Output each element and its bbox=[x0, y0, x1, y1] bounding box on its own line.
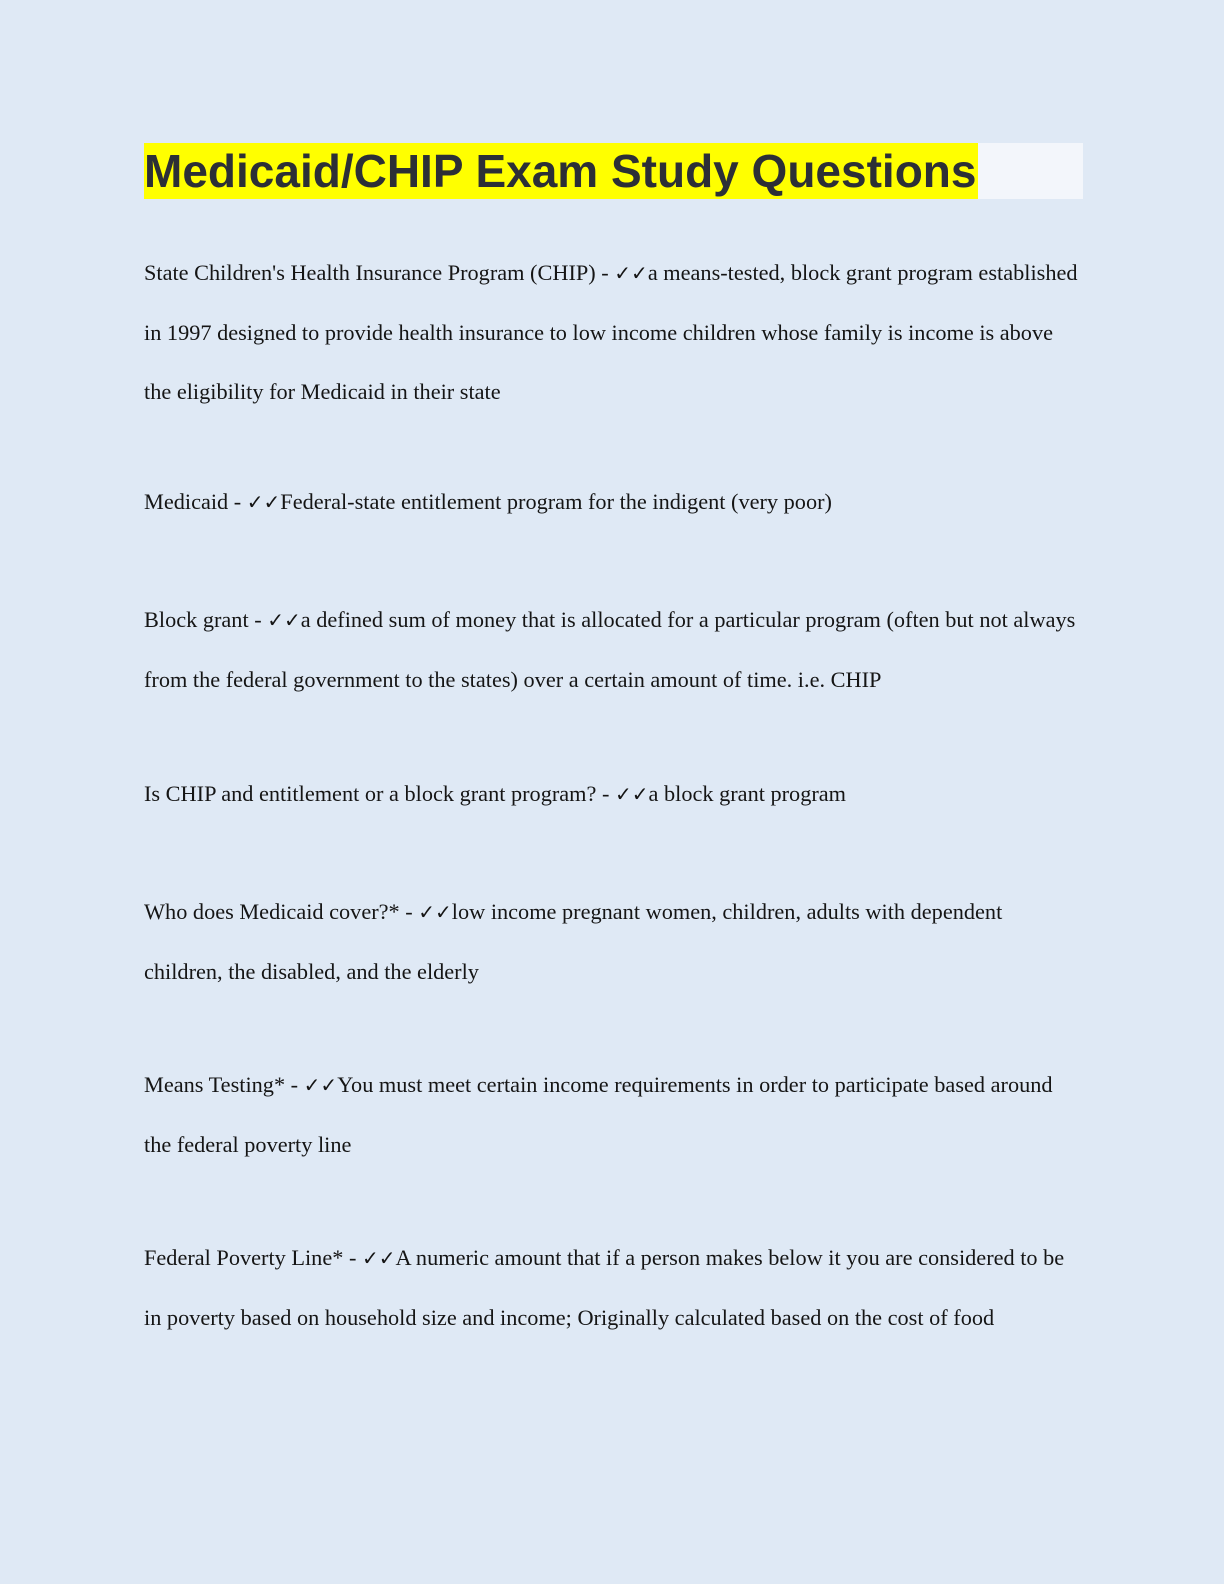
entry-term: State Children's Health Insurance Program (CHIP) bbox=[144, 260, 596, 285]
study-entry bbox=[144, 243, 1084, 421]
entry-term: Is CHIP and entitlement or a block grant program? bbox=[144, 781, 597, 806]
entry-term: Means Testing* bbox=[144, 1072, 286, 1097]
study-entry bbox=[144, 590, 1084, 709]
entry-separator: - bbox=[595, 260, 615, 285]
study-entry bbox=[144, 1228, 1084, 1347]
entry-definition: a block grant program bbox=[648, 781, 847, 806]
entry-term: Block grant bbox=[144, 607, 249, 632]
double-check-icon: ✓✓ bbox=[615, 782, 649, 806]
entry-term: Medicaid bbox=[144, 489, 229, 514]
entry-definition: Federal-state entitlement program for the indigent (very poor) bbox=[280, 489, 832, 514]
entry-definition: low income pregnant women, children, adults with dependent children, the disabled, and the elderly bbox=[144, 899, 1003, 984]
study-entry bbox=[144, 1055, 1084, 1174]
study-entry bbox=[144, 764, 1084, 824]
entry-separator: - bbox=[343, 1245, 362, 1270]
entry-separator: - bbox=[399, 899, 419, 924]
entry-separator: - bbox=[228, 489, 247, 514]
study-entry bbox=[144, 882, 1084, 1001]
title-block bbox=[144, 143, 1083, 199]
entry-term: Who does Medicaid cover?* bbox=[144, 899, 400, 924]
double-check-icon: ✓✓ bbox=[246, 490, 281, 514]
entry-term: Federal Poverty Line* bbox=[144, 1245, 344, 1270]
entry-definition: A numeric amount that if a person makes below it you are considered to be in poverty based on household size and income; Originally calculated based on the cost of food bbox=[144, 1245, 1065, 1330]
double-check-icon: ✓✓ bbox=[267, 608, 301, 632]
document-title: Medicaid/CHIP Exam Study Questions bbox=[144, 145, 977, 197]
study-entry bbox=[144, 472, 1084, 532]
entry-definition: You must meet certain income requirements in order to participate based around the federal poverty line bbox=[144, 1072, 1053, 1157]
double-check-icon: ✓✓ bbox=[361, 1246, 396, 1270]
double-check-icon: ✓✓ bbox=[614, 261, 648, 285]
double-check-icon: ✓✓ bbox=[303, 1073, 338, 1097]
entry-definition: a defined sum of money that is allocated for a particular program (often but not always from the federal government to the states) over a certain amount of time. i.e. CHIP bbox=[144, 607, 1076, 692]
entry-definition: a means-tested, block grant program established in 1997 designed to provide health insurance to low income children whose family is income is above the eligibility for Medicaid in their state bbox=[144, 260, 1078, 404]
entry-separator: - bbox=[596, 781, 615, 806]
entry-separator: - bbox=[248, 607, 268, 632]
double-check-icon: ✓✓ bbox=[418, 900, 452, 924]
entry-separator: - bbox=[285, 1072, 304, 1097]
